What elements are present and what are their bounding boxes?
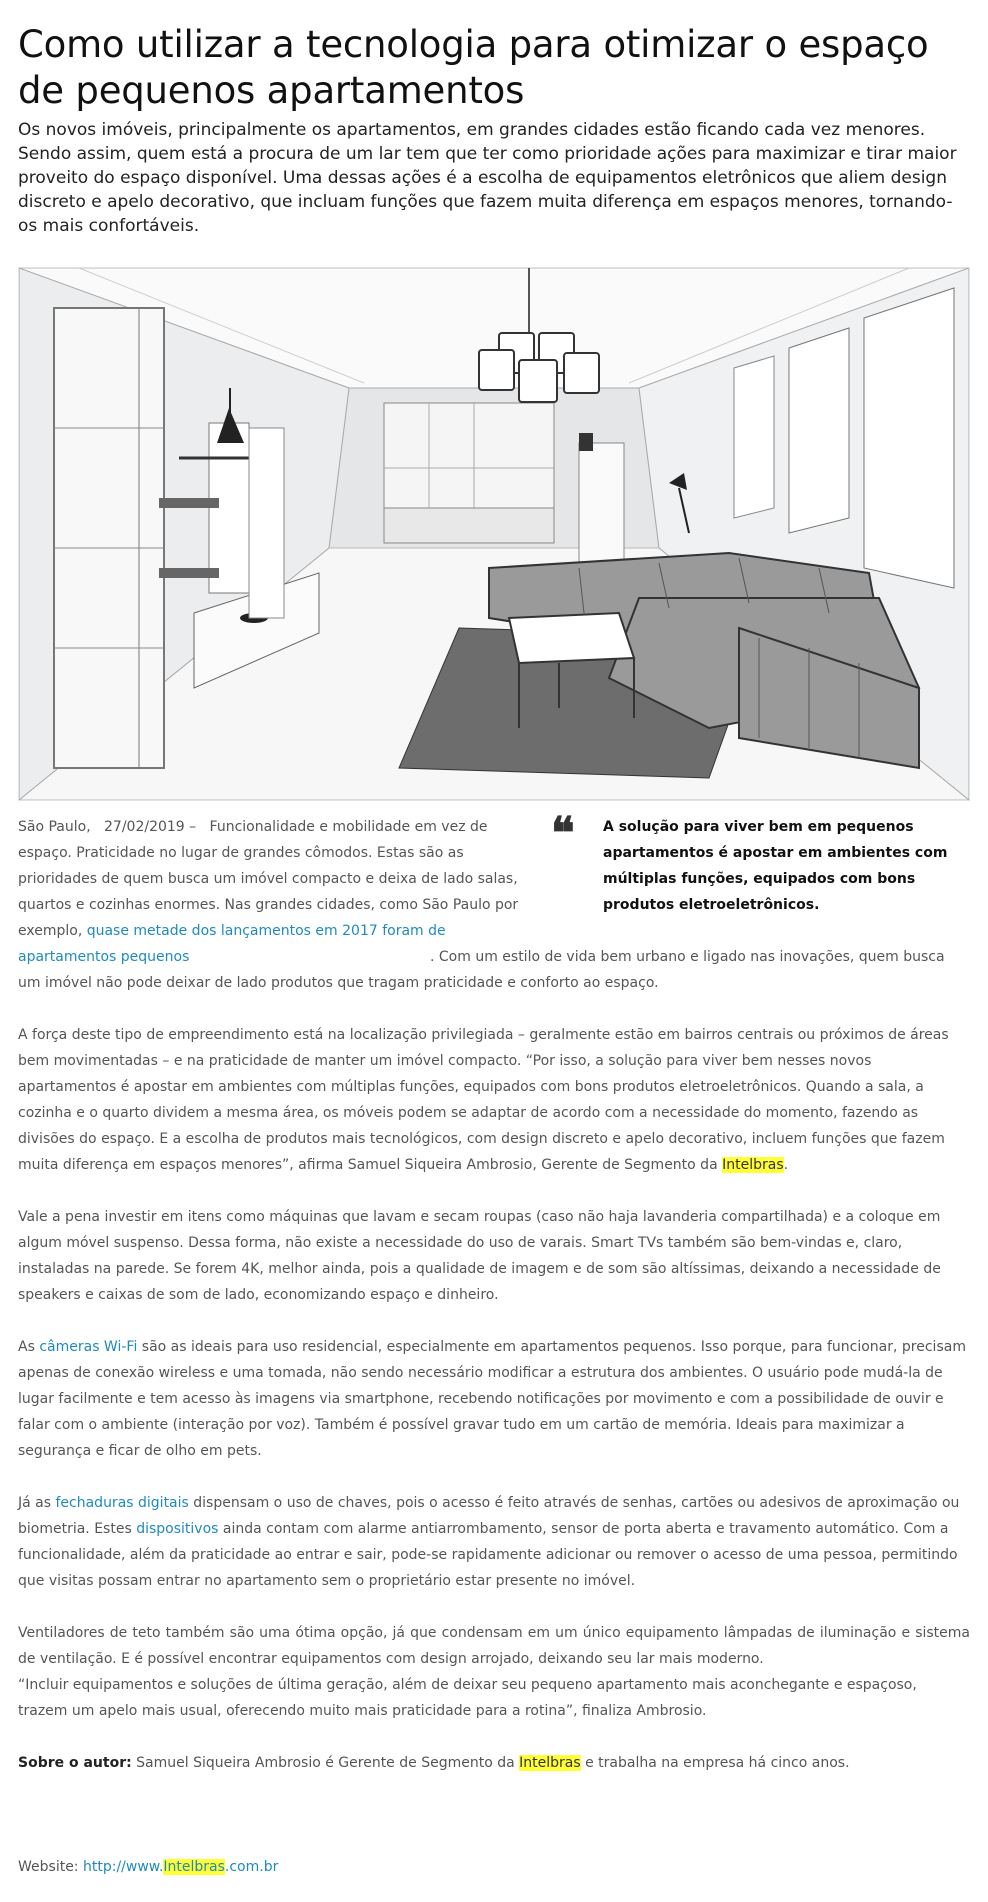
- paragraph-7: “Incluir equipamentos e soluções de última geração, além de deixar seu pequeno apartamento mais aconchegante e espaçoso, trazem um apelo mais usual, oferecendo muito mais praticidade para a rotina”, finaliza Ambrosio.: [18, 1677, 917, 1719]
- intro-text-b: . Com um estilo de vida bem urbano e ligado nas inovações, quem busca um imóvel não pode deixar de lado produtos que tragam praticidade e conforto ao espaço.: [18, 949, 945, 991]
- living-room-illustration: [19, 268, 969, 800]
- paragraph-4: [18, 1334, 970, 1464]
- article-lead: Os novos imóveis, principalmente os apartamentos, em grandes cidades estão ficando cada vez menores. Sendo assim, quem está a procura de um lar tem que ter como prioridade ações para maximizar e tirar maior proveito do espaço disponível. Uma dessas ações é a escolha de equipamentos eletrônicos que aliem design discreto e apelo decorativo, que incluam funções que fazem muita diferença em espaços menores, tornando-os mais confortáveis.: [18, 120, 957, 236]
- link-fechaduras-digitais[interactable]: fechaduras digitais: [55, 1495, 194, 1511]
- link-dispositivos[interactable]: dispositivos: [136, 1521, 219, 1537]
- author-text-end: e trabalha na empresa há cinco anos.: [580, 1755, 850, 1771]
- author-text: Samuel Siqueira Ambrosio é Gerente de Segmento da: [131, 1755, 520, 1771]
- paragraph-5-end: ainda contam com alarme antiarrombamento, sensor de porta aberta e travamento automático. Com a funcionalidade, além da praticidade ao entrar e sair, pode-se rapidamente adicionar ou remover o acesso de uma pessoa, permitindo que visitas possam entrar no apartamento sem o proprietário estar presente no imóvel.: [18, 1521, 958, 1589]
- article-date: 27/02/2019 –: [104, 819, 197, 835]
- article-location: São Paulo,: [18, 819, 91, 835]
- pull-quote-text: A solução para viver bem em pequenos apartamentos é apostar em ambientes com múltiplas funções, equipados com bons produtos eletroeletrônicos.: [603, 819, 948, 913]
- paragraph-5-text: dispensam o uso de chaves, pois o acesso é feito através de senhas, cartões ou adesivos de aproximação ou biometria. Estes: [18, 1495, 960, 1537]
- paragraph-5-start: Já as: [18, 1495, 56, 1511]
- article-body: [18, 808, 970, 1880]
- author-label: Sobre o autor:: [18, 1755, 132, 1771]
- intro-text-a: Funcionalidade e mobilidade em vez de espaço. Praticidade no lugar de grandes cômodos. Estas são as prioridades de quem busca um imóvel compacto e deixa de lado salas, quartos e cozinhas enormes. Nas grandes cidades, como São Paulo por exemplo,: [18, 819, 519, 939]
- brand-highlight-author: Intelbras: [519, 1755, 581, 1771]
- paragraph-4-text: são as ideais para uso residencial, especialmente em apartamentos pequenos. Isso porque, para funcionar, precisam apenas de conexão wireless e uma tomada, não sendo necessário modificar a estrutura dos ambientes. O usuário pode mudá-la de lugar facilmente e tem acesso às imagens via smartphone, recebendo notificações por movimento e com a possibilidade de ouvir e falar com o ambiente (interação por voz). Também é possível gravar tudo em um cartão de memória. Ideais para maximizar a segurança e ficar de olho em pets.: [18, 1339, 966, 1459]
- paragraph-2-text: A força deste tipo de empreendimento está na localização privilegiada – geralmente estão em bairros centrais ou próximos de áreas bem movimentadas – e na praticidade de manter um imóvel compacto. “Por isso, a solução para viver bem nesses novos apartamentos é apostar em ambientes com múltiplas funções, equipados com bons produtos eletroeletrônicos. Quando a sala, a cozinha e o quarto dividem a mesma área, os móveis podem se adaptar de acordo com a necessidade do momento, fazendo as divisões do espaço. E a escolha de produtos mais tecnológicos, com design discreto e apelo decorativo, incluem funções que fazem muita diferença em espaços menores”, afirma Samuel Siqueira Ambrosio, Gerente de Segmento da: [18, 1027, 949, 1173]
- paragraph-2: [18, 1022, 970, 1178]
- link-cameras-wifi[interactable]: câmeras Wi-Fi: [39, 1339, 138, 1355]
- website-label: Website:: [18, 1859, 83, 1875]
- brand-highlight: Intelbras: [722, 1157, 784, 1173]
- website-link-post: .com.br: [224, 1859, 279, 1875]
- article-hero-image: [18, 267, 970, 801]
- paragraph-3: Vale a pena investir em itens como máquinas que lavam e secam roupas (caso não haja lavanderia compartilhada) e a coloque em algum móvel suspenso. Dessa forma, não existe a necessidade do uso de varais. Smart TVs também são bem-vindas e, claro, instaladas na parede. Se forem 4K, melhor ainda, pois a qualidade de imagem e de som são altíssimas, deixando a necessidade de speakers e caixas de som de lado, economizando espaço e dinheiro.: [18, 1209, 941, 1303]
- paragraph-6: Ventiladores de teto também são uma ótima opção, já que condensam em um único equipamento lâmpadas de iluminação e sistema de ventilação. E é possível encontrar equipamentos com design arrojado, deixando seu lar mais moderno.: [18, 1625, 970, 1667]
- website-link-pre: http://www.: [82, 1859, 164, 1875]
- website-link[interactable]: [83, 1859, 278, 1875]
- link-lancamentos[interactable]: quase metade dos lançamentos em 2017 foram de apartamentos pequenos: [18, 923, 446, 965]
- author-bio: [18, 1750, 970, 1776]
- article-title: Como utilizar a tecnologia para otimizar o espaço de pequenos apartamentos: [18, 23, 929, 112]
- website-link-brand: Intelbras: [163, 1859, 225, 1875]
- article-header: [18, 0, 970, 238]
- website-line: [18, 1854, 970, 1880]
- paragraph-2-end: .: [783, 1157, 789, 1173]
- paragraph-5: [18, 1490, 970, 1594]
- paragraph-4-start: As: [18, 1339, 40, 1355]
- quote-icon: ❝: [551, 808, 575, 859]
